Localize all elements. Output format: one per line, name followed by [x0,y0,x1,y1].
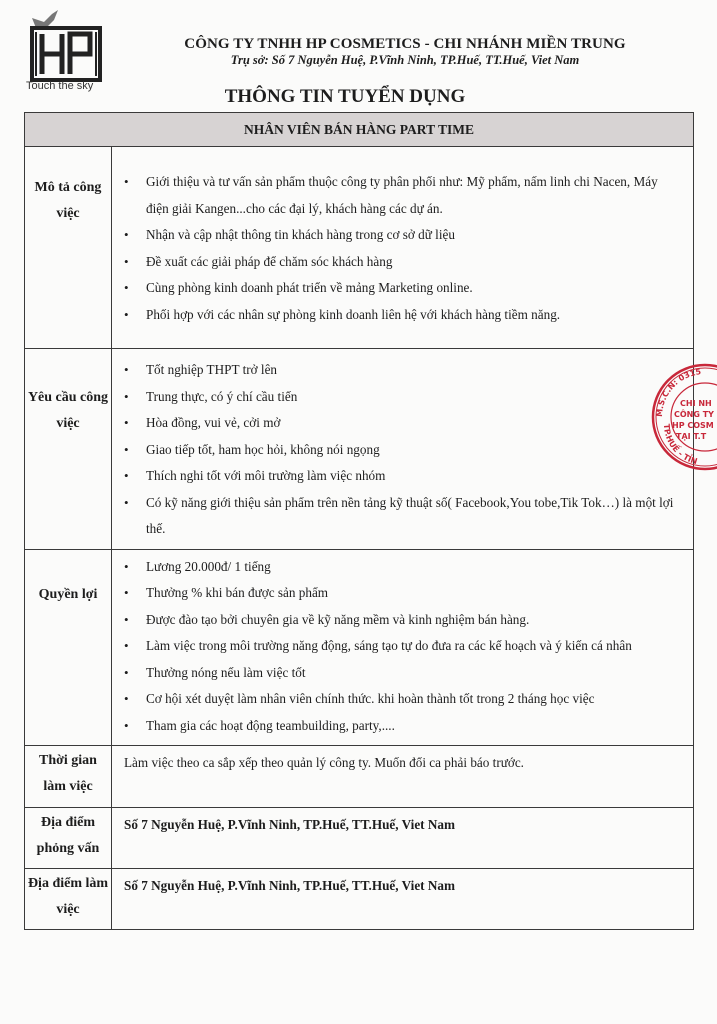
seal-ring-text: M.S.C.N: 0315 [654,367,702,418]
table-row-benefits [25,549,694,746]
logo-tagline: Touch the sky [26,80,94,92]
row-label: Thời gian làm việc [25,746,112,808]
seal-bottom-text: TP.HUẾ - TỈN [661,423,699,467]
list-item: • Thưởng nóng nếu làm việc tốt [124,660,683,687]
list-item: • Đề xuất các giải pháp để chăm sóc khách hàng [124,249,683,276]
benefits-list [124,554,683,740]
company-name: CÔNG TY TNHH HP COSMETICS - CHI NHÁNH MIỀN TRUNG [184,36,626,52]
list-item: • Giới thiệu và tư vấn sản phẩm thuộc công ty phân phối như: Mỹ phẩm, nấm linh chi Nacen, Máy điện giải Kangen...cho các đại lý, khách hàng các dự án. [124,169,683,222]
job-title-heading: NHÂN VIÊN BÁN HÀNG PART TIME [25,113,694,147]
work-location-text: Số 7 Nguyễn Huệ, P.Vĩnh Ninh, TP.Huế, TT.Huế, Viet Nam [124,878,455,893]
bird-icon [32,10,58,28]
table-row-interview-location [25,808,694,869]
list-item: • Tham gia các hoạt động teambuilding, party,.... [124,713,683,740]
list-item: • Trung thực, có ý chí cầu tiến [124,384,683,411]
table-heading-row [25,113,694,147]
list-item: • Thưởng % khi bán được sản phẩm [124,580,683,607]
row-label: Quyền lợi [25,549,112,746]
interview-location-text: Số 7 Nguyễn Huệ, P.Vĩnh Ninh, TP.Huế, TT.Huế, Viet Nam [124,817,455,832]
company-address: Trụ sở: Số 7 Nguyễn Huệ, P.Vĩnh Ninh, TP.Huế, TT.Huế, Viet Nam [230,53,580,67]
list-item: • Lương 20.000đ/ 1 tiếng [124,554,683,581]
job-info-table [24,112,694,930]
requirements-list [124,357,683,543]
working-time-text: Làm việc theo ca sắp xếp theo quản lý công ty. Muốn đổi ca phải báo trước. [124,755,524,770]
list-item: • Tốt nghiệp THPT trở lên [124,357,683,384]
list-item: • Cơ hội xét duyệt làm nhân viên chính thức. khi hoàn thành tốt trong 2 tháng học việc [124,686,683,713]
list-item: • Được đào tạo bởi chuyên gia về kỹ năng mềm và kinh nghiệm bán hàng. [124,607,683,634]
seal-line: CHI NH [680,399,712,408]
table-row-requirements [25,349,694,550]
list-item: • Có kỹ năng giới thiệu sản phẩm trên nền tảng kỹ thuật số( Facebook,You tobe,Tik Tok…) là một lợi thế. [124,490,683,543]
seal-line: CÔNG TY [674,410,714,419]
table-row-description [25,147,694,349]
list-item: • Nhận và cập nhật thông tin khách hàng trong cơ sở dữ liệu [124,222,683,249]
row-label: Yêu cầu công việc [25,349,112,550]
page-title: THÔNG TIN TUYỂN DỤNG [224,86,466,107]
seal-line: TẠI T.T [676,432,707,441]
list-item: • Cùng phòng kinh doanh phát triển về mảng Marketing online. [124,275,683,302]
row-label: Địa điểm phỏng vấn [25,808,112,869]
list-item: • Thích nghi tốt với môi trường làm việc nhóm [124,463,683,490]
list-item: • Hòa đồng, vui vẻ, cởi mở [124,410,683,437]
table-row-work-location [25,869,694,930]
company-seal [650,362,717,472]
list-item: • Phối hợp với các nhân sự phòng kinh doanh liên hệ với khách hàng tiềm năng. [124,302,683,329]
table-row-working-time [25,746,694,808]
description-list [124,169,683,328]
seal-line: HP COSM [672,421,714,430]
list-item: • Giao tiếp tốt, ham học hỏi, không nói ngọng [124,437,683,464]
row-label: Địa điểm làm việc [25,869,112,930]
list-item: • Làm việc trong môi trường năng động, sáng tạo tự do đưa ra các kế hoạch và ý kiến cá nhân [124,633,683,660]
row-label: Mô tả công việc [25,147,112,349]
